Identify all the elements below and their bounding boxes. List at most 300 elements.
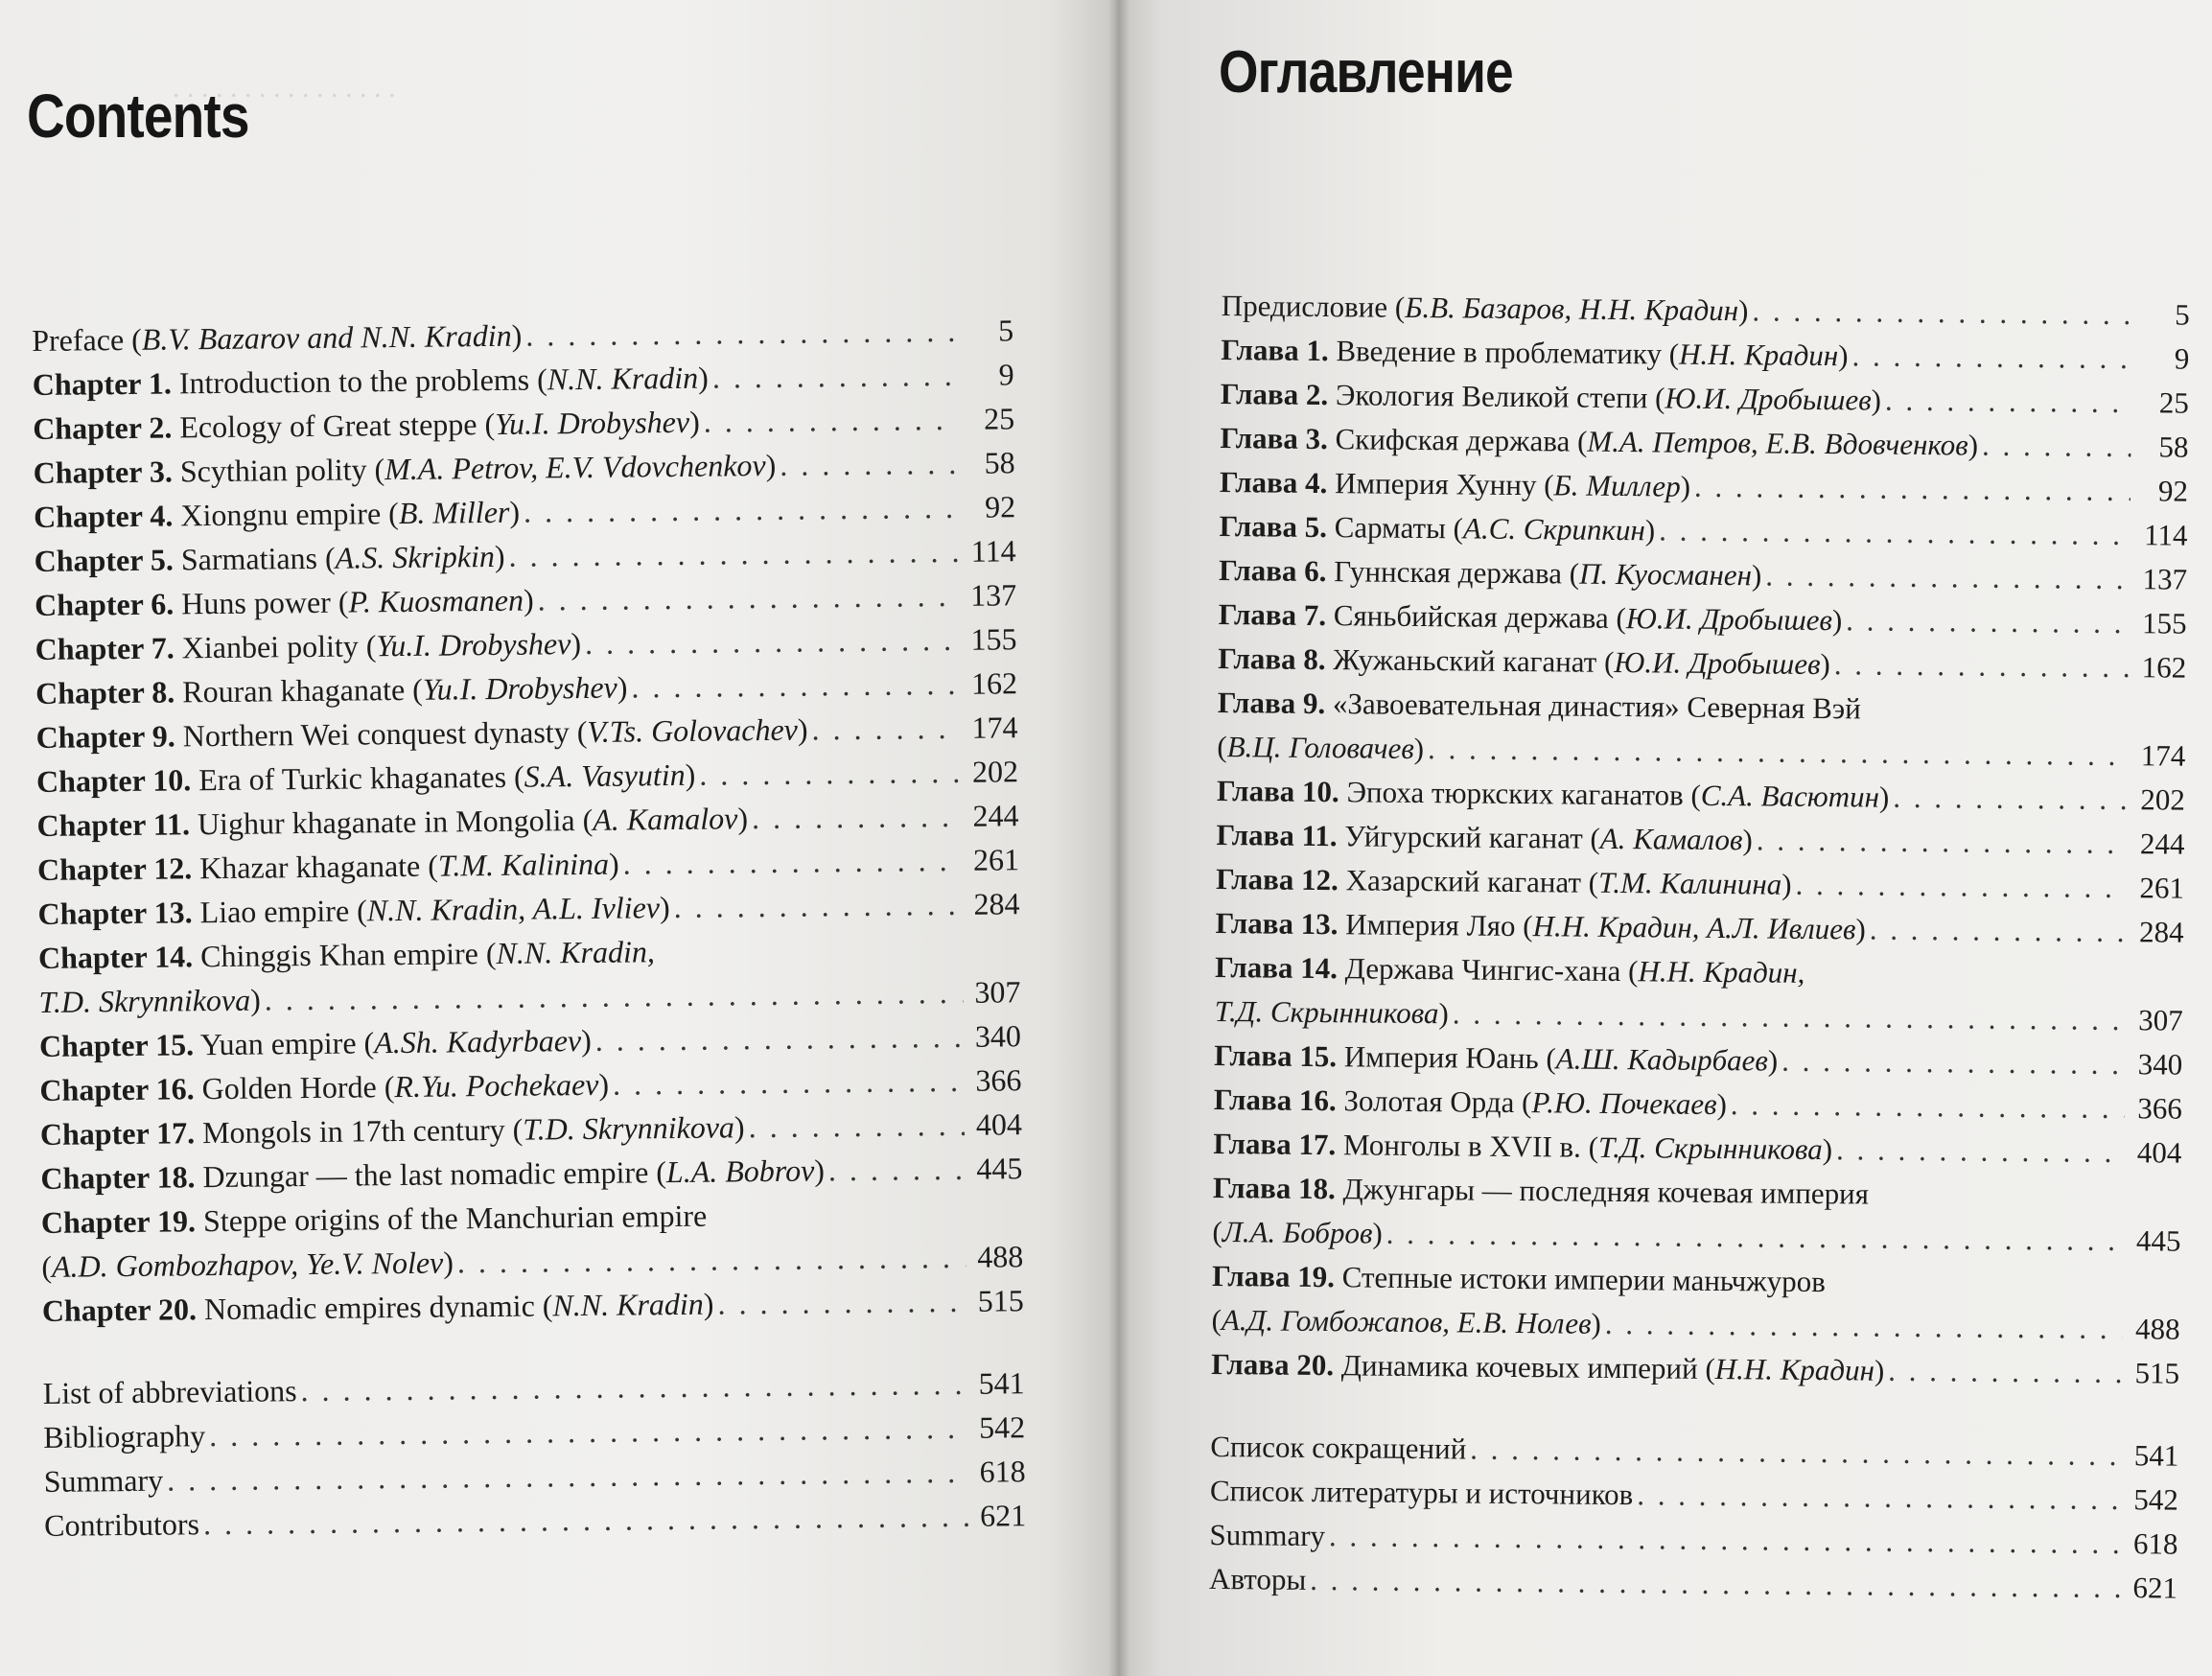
entry-text	[41, 1240, 454, 1288]
entry-title: Список литературы и источников	[1209, 1473, 1634, 1512]
toc-entry[interactable]	[1212, 1166, 2181, 1264]
entry-author: А.Ш. Кадырбаев	[1555, 1041, 1769, 1078]
page-number: 174	[971, 710, 1018, 745]
entry-title: Предисловие	[1221, 288, 1396, 324]
paren: (	[324, 540, 336, 575]
chapter-label: Глава 7.	[1218, 596, 1327, 633]
paren: (	[1603, 644, 1615, 679]
page-number: 284	[973, 886, 1020, 921]
entry-text	[1218, 593, 1842, 642]
paren: (	[1523, 909, 1533, 943]
entry-author: Л.А. Бобров	[1222, 1215, 1373, 1250]
entry-author: S.A. Vasyutin	[524, 757, 686, 794]
paren: )	[1822, 1132, 1833, 1167]
dot-leader	[1731, 1082, 2125, 1130]
page-number: 541	[2133, 1438, 2179, 1473]
dot-leader	[1470, 1428, 2122, 1478]
toc-entry[interactable]	[1217, 681, 2186, 779]
paren: (	[1544, 468, 1554, 502]
dot-leader	[209, 1406, 968, 1457]
chapter-label: Глава 18.	[1212, 1170, 1336, 1206]
entry-author: Т.М. Калинина	[1597, 865, 1782, 901]
page-number: 542	[978, 1409, 1026, 1445]
page-number: 618	[979, 1454, 1026, 1489]
paren: )	[703, 1286, 714, 1321]
entry-author: Ю.И. Дробышев	[1614, 644, 1821, 682]
toc-entry[interactable]	[1214, 945, 2183, 1043]
entry-title: Xiongnu empire	[180, 496, 389, 533]
paren: )	[1767, 1043, 1779, 1078]
page-number: 340	[2137, 1047, 2183, 1082]
entry-text	[34, 490, 520, 539]
dot-leader	[1834, 642, 2130, 689]
entry-title: Авторы	[1208, 1561, 1307, 1596]
entry-author: L.A. Bobrov	[665, 1152, 815, 1190]
paren: )	[1874, 1353, 1885, 1387]
entry-text	[1217, 725, 1424, 771]
entry-title: Xianbei polity	[181, 628, 366, 665]
paren: )	[443, 1245, 454, 1280]
toc-back-matter-entry[interactable]	[44, 1493, 1026, 1548]
entry-title: Введение в проблематику	[1336, 334, 1669, 371]
entry-text	[37, 842, 619, 892]
paren: )	[733, 1109, 745, 1145]
entry-text	[1219, 504, 1655, 552]
entry-title: Khazar khaganate	[199, 848, 429, 886]
paren: )	[1781, 867, 1792, 901]
chapter-label: Chapter 10.	[35, 762, 192, 799]
dot-leader	[1870, 908, 2127, 955]
entry-author: B. Miller	[398, 494, 510, 531]
dot-leader	[1637, 1473, 2121, 1522]
page-number: 162	[970, 665, 1018, 701]
entry-title: Империя Юань	[1343, 1039, 1547, 1076]
page-number: 9	[2174, 341, 2190, 376]
entry-text	[32, 314, 523, 362]
entry-title: Экология Великой степи	[1335, 378, 1656, 415]
dot-leader	[631, 662, 960, 710]
entry-title: Степные истоки империи маньчжуров	[1341, 1260, 1826, 1299]
page-number: 340	[974, 1018, 1022, 1054]
dot-leader	[712, 353, 957, 400]
paren: )	[1831, 603, 1843, 638]
chapter-label: Chapter 4.	[33, 498, 174, 534]
paren: )	[1413, 731, 1425, 766]
chapter-label: Глава 3.	[1220, 420, 1328, 456]
paren: (	[1590, 821, 1601, 855]
entry-title: Nomadic empires dynamic	[203, 1288, 543, 1327]
dot-leader	[508, 529, 959, 578]
entry-text	[38, 978, 261, 1024]
paren: )	[1838, 338, 1849, 373]
page-number: 5	[997, 313, 1014, 348]
entry-title: Жужаньский каганат	[1333, 642, 1605, 679]
entry-text	[33, 400, 700, 451]
paren: (	[1690, 778, 1701, 812]
entry-author: B.V. Bazarov and N.N. Kradin	[141, 317, 512, 357]
toc-entry[interactable]	[38, 925, 1021, 1024]
entry-title: Сяньбийская держава	[1333, 598, 1617, 635]
paren: )	[511, 317, 523, 353]
dot-leader	[613, 1059, 965, 1106]
entry-title: Хазарский каганат	[1345, 863, 1589, 899]
chapter-label: Глава 4.	[1219, 464, 1328, 500]
page-number: 58	[984, 445, 1015, 480]
toc-entry[interactable]	[1211, 1254, 2180, 1352]
paren: )	[1716, 1086, 1728, 1122]
paren: (	[411, 671, 424, 707]
entry-author: А.Д. Гомбожапов, Е.В. Нолев	[1221, 1303, 1592, 1340]
paren: (	[1569, 556, 1580, 591]
entry-author: A.S. Skripkin	[335, 538, 496, 575]
entry-text	[1221, 372, 1882, 423]
dot-leader	[673, 882, 962, 929]
paren: (	[1705, 1351, 1715, 1385]
contents-list-russian	[1209, 284, 2190, 1611]
page-number: 244	[972, 798, 1019, 833]
page-number: 261	[2139, 871, 2185, 905]
entry-title: Liao empire	[199, 893, 358, 930]
paren: (	[582, 802, 594, 838]
paren: (	[484, 406, 496, 442]
paren: )	[1871, 383, 1882, 417]
entry-title: Bibliography	[43, 1418, 206, 1455]
entry-author: Н.Н. Крадин, А.Л. Ивлиев	[1532, 909, 1856, 946]
paren: (	[1616, 600, 1626, 636]
page-number: 92	[2157, 474, 2189, 508]
entry-text	[39, 1018, 592, 1068]
paren: (	[1217, 729, 1227, 764]
entry-text	[32, 356, 709, 407]
entry-author: N.N. Kradin, A.L. Ivliev	[366, 890, 661, 928]
chapter-label: Chapter 18.	[40, 1159, 196, 1196]
paren: )	[249, 982, 261, 1017]
chapter-label: Глава 2.	[1220, 376, 1329, 412]
paren: (	[365, 628, 377, 663]
dot-leader	[1605, 1302, 2123, 1351]
chapter-label: Глава 8.	[1218, 640, 1326, 677]
chapter-label: Chapter 14.	[37, 939, 194, 975]
dot-leader	[265, 970, 964, 1022]
page-number: 404	[975, 1106, 1023, 1142]
dot-leader	[457, 1235, 966, 1285]
entry-text	[37, 885, 670, 936]
paren: (	[1521, 1085, 1532, 1120]
entry-author: Ю.И. Дробышев	[1665, 381, 1872, 417]
paren: )	[814, 1152, 826, 1188]
paren: (	[1453, 511, 1464, 546]
page-number: 155	[2141, 606, 2187, 640]
entry-title: Монголы в XVII в.	[1342, 1128, 1589, 1164]
entry-title: Introduction to the problems	[178, 361, 538, 401]
toc-entry[interactable]	[1211, 1342, 2179, 1396]
entry-author: Р.Ю. Почекаев	[1531, 1085, 1717, 1121]
dot-leader	[1781, 1039, 2125, 1086]
paren: )	[598, 1066, 610, 1102]
entry-title: Northern Wei conquest dynasty	[182, 714, 577, 754]
entry-title: Era of Turkic khaganates	[198, 758, 515, 798]
paren: )	[1968, 428, 1979, 462]
entry-text	[1219, 548, 1762, 597]
chapter-label: Глава 12.	[1215, 861, 1339, 897]
toc-back-matter-entry[interactable]	[1209, 1557, 2177, 1611]
entry-text	[34, 534, 504, 583]
page-number: 542	[2133, 1482, 2179, 1517]
entry-author: T.D. Skrynnikova	[523, 1109, 735, 1147]
paren: )	[1742, 823, 1754, 857]
paren: (	[656, 1154, 667, 1190]
entry-text	[1222, 284, 1749, 333]
contents-list-english	[32, 308, 1026, 1548]
paren: (	[1546, 1041, 1556, 1076]
page-number: 202	[2140, 782, 2186, 817]
page-number: 58	[2158, 430, 2189, 464]
paren: )	[1820, 647, 1831, 682]
page-number: 404	[2136, 1135, 2182, 1170]
entry-title: Preface	[32, 321, 132, 358]
chapter-label: Chapter 15.	[38, 1027, 195, 1063]
page-number: 114	[2144, 518, 2188, 552]
paren: (	[338, 584, 349, 619]
dot-leader	[1386, 1212, 2124, 1263]
dot-leader	[1310, 1558, 2120, 1610]
chapter-label: Глава 14.	[1214, 949, 1339, 986]
dot-leader	[524, 485, 959, 534]
page-number: 25	[2158, 385, 2190, 420]
chapter-label: Глава 10.	[1216, 773, 1339, 809]
paren: )	[523, 582, 534, 617]
entry-title: Summary	[43, 1462, 164, 1499]
entry-title: Yuan empire	[199, 1025, 364, 1062]
entry-text	[39, 1062, 609, 1112]
paren: )	[1591, 1306, 1602, 1340]
entry-author: R.Yu. Pochekaev	[394, 1066, 599, 1105]
chapter-label: Chapter 7.	[35, 630, 175, 666]
paren: (	[512, 1111, 524, 1147]
entry-title: «Завоевательная династия» Северная Вэй	[1332, 687, 1861, 726]
chapter-label: Chapter 12.	[36, 850, 193, 887]
paren: )	[608, 846, 619, 881]
entry-author: N.N. Kradin	[547, 360, 699, 397]
entry-title: Chinggis Khan empire	[199, 936, 487, 974]
entry-text	[35, 621, 581, 671]
page-number: 515	[2134, 1356, 2180, 1390]
entry-author: P. Kuosmanen	[348, 582, 524, 619]
entry-author: В.Ц. Головачев	[1226, 730, 1414, 765]
toc-entry[interactable]	[41, 1190, 1024, 1289]
contents-heading: Contents	[27, 81, 249, 151]
paren: )	[697, 360, 710, 395]
dot-leader	[1885, 379, 2131, 425]
entry-title: Эпоха тюркских каганатов	[1346, 775, 1691, 812]
chapter-label: Chapter 17.	[39, 1115, 196, 1152]
entry-author: Yu.I. Drobyshev	[422, 669, 617, 707]
dot-leader	[748, 1103, 965, 1149]
paren: )	[509, 494, 521, 529]
dot-leader	[1752, 289, 2132, 337]
entry-text	[36, 796, 748, 848]
entry-author: T.M. Kalinina	[437, 846, 610, 883]
page-number: 244	[2139, 826, 2185, 861]
paren: (	[130, 321, 143, 357]
paren: )	[617, 669, 628, 705]
page-number: 618	[2132, 1526, 2178, 1561]
page-number: 307	[974, 974, 1021, 1010]
chapter-label: Глава 15.	[1214, 1037, 1338, 1074]
entry-title: Ecology of Great steppe	[179, 407, 485, 445]
paren: (	[1627, 954, 1639, 989]
page-number: 515	[977, 1283, 1024, 1318]
entry-title: Список сокращений	[1210, 1429, 1467, 1466]
dot-leader	[828, 1147, 966, 1192]
dot-leader	[1836, 1128, 2125, 1175]
page-number: 114	[970, 533, 1016, 569]
chapter-label: Chapter 2.	[33, 409, 173, 446]
chapter-label: Chapter 9.	[35, 718, 175, 755]
entry-text	[1214, 1034, 1778, 1083]
dot-leader	[1694, 465, 2131, 513]
entry-author: Б. Миллер	[1553, 468, 1681, 503]
paren: (	[387, 496, 400, 531]
entry-text	[42, 1282, 714, 1333]
entry-text	[40, 1105, 745, 1156]
page-number: 162	[2141, 650, 2187, 685]
entry-text	[1215, 901, 1866, 952]
entry-author: С.А. Васютин	[1700, 778, 1880, 814]
entry-title: Sarmatians	[180, 540, 326, 577]
paren: (	[374, 452, 385, 487]
entry-title: Contributors	[43, 1506, 200, 1543]
paren: (	[41, 1248, 53, 1284]
entry-author: Yu.I. Drobyshev	[494, 404, 690, 441]
paren: )	[1878, 780, 1890, 814]
paren: )	[1751, 558, 1762, 593]
entry-title: Summary	[1209, 1517, 1326, 1553]
page-number: 9	[998, 357, 1014, 392]
book-gutter	[1108, 0, 1129, 1676]
paren: (	[513, 758, 524, 794]
dot-leader	[1851, 334, 2131, 381]
entry-author: Т.Д. Скрынникова	[1214, 993, 1439, 1031]
dot-leader	[525, 309, 956, 358]
paren: )	[685, 757, 696, 792]
entry-text	[1213, 1122, 1832, 1172]
dot-leader	[1795, 863, 2127, 910]
chapter-label: Глава 16.	[1213, 1082, 1337, 1118]
entry-title: Империя Ляо	[1345, 907, 1524, 943]
page-number: 366	[975, 1062, 1022, 1098]
paren: (	[536, 361, 547, 397]
dot-leader	[1757, 818, 2128, 866]
entry-text	[1220, 416, 1978, 468]
paren: (	[542, 1288, 553, 1323]
entry-title: Золотая Орда	[1343, 1083, 1523, 1120]
paren: (	[363, 1025, 375, 1060]
page-number: 174	[2140, 738, 2186, 773]
entry-title: Джунгары — последняя кочевая империя	[1342, 1172, 1870, 1211]
entry-text	[1211, 1342, 1885, 1393]
chapter-label: Chapter 3.	[33, 454, 174, 490]
chapter-label: Глава 6.	[1218, 552, 1327, 589]
paren: )	[765, 447, 777, 482]
paren: (	[576, 713, 588, 750]
dot-leader	[811, 706, 960, 752]
dot-leader	[203, 1494, 969, 1546]
paren: (	[428, 848, 439, 883]
entry-title: Динамика кочевых империй	[1340, 1348, 1706, 1385]
entry-text	[35, 708, 807, 759]
paren: )	[1737, 293, 1749, 328]
chapter-label: Глава 20.	[1211, 1346, 1335, 1383]
paren: )	[659, 890, 670, 925]
entry-text	[40, 1148, 825, 1200]
dot-leader	[780, 441, 958, 487]
paren: (	[384, 1069, 395, 1105]
entry-text	[1221, 328, 1849, 378]
page-number: 261	[972, 842, 1020, 877]
page-number: 92	[984, 489, 1016, 524]
page-number: 621	[2132, 1571, 2178, 1605]
page-number: 137	[2142, 562, 2188, 596]
entry-author: Н.Н. Крадин,	[1638, 954, 1805, 989]
oglavlenie-heading: Оглавление	[1219, 39, 1513, 105]
chapter-label: Chapter 1.	[32, 365, 173, 402]
page-number: 445	[2135, 1223, 2181, 1258]
paren: )	[688, 404, 700, 439]
paren: (	[1588, 865, 1599, 899]
page-number: 307	[2138, 1003, 2183, 1037]
right-page	[1118, 0, 2212, 1676]
dot-leader	[1846, 598, 2130, 645]
entry-text	[1216, 813, 1753, 862]
entry-text	[1216, 857, 1792, 907]
entry-author: Т.Д. Скрынникова	[1597, 1129, 1823, 1167]
page-number: 202	[971, 754, 1019, 789]
chapter-label: Глава 11.	[1216, 817, 1338, 853]
entry-text	[36, 753, 696, 803]
paren: )	[1855, 912, 1866, 946]
paren: )	[1438, 996, 1449, 1031]
entry-text	[35, 578, 534, 627]
page-number: 488	[2134, 1312, 2180, 1346]
entry-text	[1218, 637, 1830, 687]
paren: )	[1644, 513, 1656, 547]
paren: (	[1576, 424, 1588, 458]
dot-leader	[752, 794, 962, 840]
page-number: 284	[2138, 915, 2184, 949]
entry-author: Б.В. Базаров, Н.Н. Крадин	[1405, 290, 1739, 328]
entry-title: Гуннская держава	[1334, 554, 1570, 591]
paren: (	[1654, 381, 1665, 415]
entry-title: Huns power	[181, 584, 339, 621]
entry-title: Rouran khaganate	[182, 671, 413, 710]
chapter-label: Глава 5.	[1219, 508, 1328, 545]
page-number: 488	[977, 1239, 1024, 1274]
page-number: 25	[983, 401, 1015, 436]
paren: (	[485, 935, 497, 971]
dot-leader	[717, 1279, 966, 1326]
entry-author: П. Куосманен	[1578, 556, 1753, 593]
entry-title: Scythian polity	[179, 452, 375, 489]
entry-text	[1214, 1078, 1728, 1127]
entry-author: Н.Н. Крадин	[1714, 1351, 1875, 1387]
entry-title: Империя Хунну	[1334, 466, 1545, 502]
entry-text	[1212, 1210, 1383, 1256]
entry-author: A.D. Gombozhapov, Ye.V. Nolev	[51, 1245, 444, 1284]
entry-title: Steppe origins of the Manchurian empire	[202, 1198, 708, 1239]
paren: )	[737, 801, 749, 836]
dot-leader	[1765, 553, 2130, 601]
